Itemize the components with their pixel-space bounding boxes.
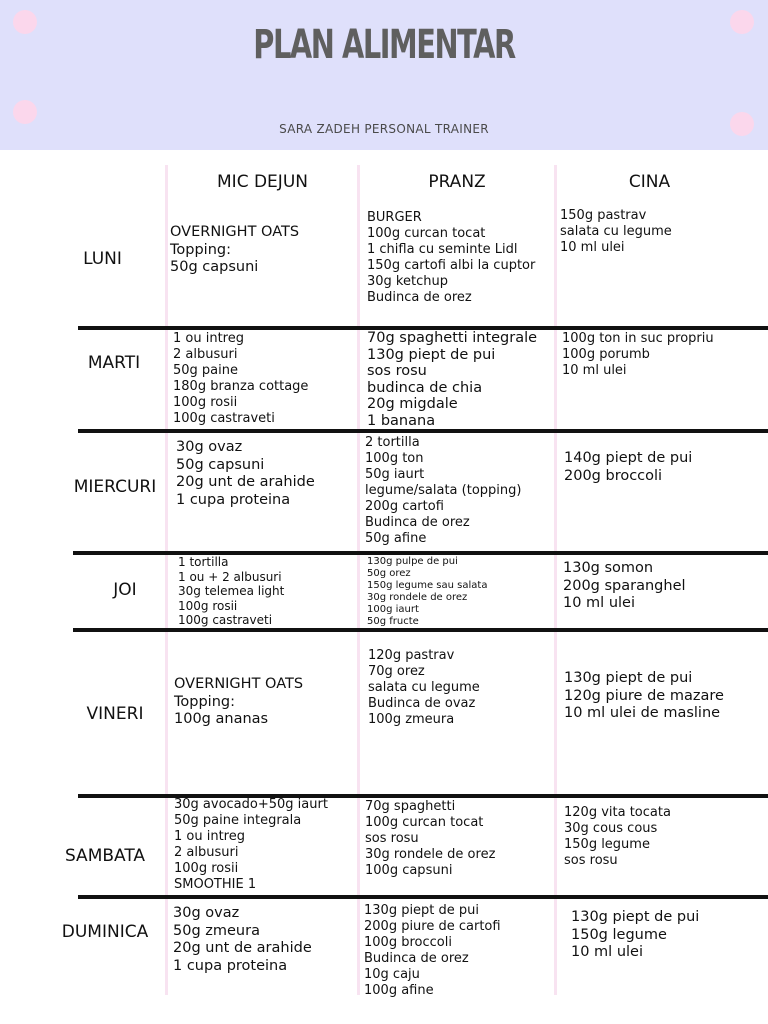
meal-cell: [365, 435, 521, 547]
meal-item: 100g rosii: [173, 395, 238, 410]
meal-cell: [174, 797, 328, 893]
meal-item: 10 ml ulei: [560, 240, 625, 255]
meal-item: 130g somon: [563, 560, 654, 576]
meal-item: 100g rosii: [174, 861, 239, 876]
meal-item: 100g zmeura: [368, 712, 455, 727]
row-divider: [78, 895, 768, 899]
meal-cell: [562, 331, 714, 379]
meal-item: sos rosu: [365, 831, 419, 846]
decorative-dot: [730, 10, 754, 34]
meal-item: 50g zmeura: [173, 922, 260, 939]
row-divider: [73, 628, 768, 632]
meal-cell: [571, 909, 699, 962]
meal-item: 30g ovaz: [173, 905, 240, 921]
meal-item: Budinca de orez: [364, 951, 469, 966]
meal-item: 50g capsuni: [170, 259, 259, 275]
meal-item: 100g porumb: [562, 347, 650, 362]
meal-item: 130g piept de pui: [367, 346, 496, 363]
day-label-joi: JOI: [113, 580, 137, 600]
meal-item: 120g vita tocata: [564, 805, 671, 820]
meal-item: 2 tortilla: [365, 435, 420, 450]
column-header-pranz: PRANZ: [428, 172, 486, 192]
day-label-luni: LUNI: [83, 249, 122, 269]
meal-item: 150g legume: [571, 926, 667, 943]
meal-item: 150g cartofi albi la cuptor: [367, 258, 536, 273]
meal-item: 30g rondele de orez: [365, 847, 496, 862]
column-divider: [554, 165, 557, 995]
meal-cell: [368, 648, 480, 728]
meal-item: 50g capsuni: [176, 456, 265, 473]
meal-item: 50g fructe: [367, 616, 419, 627]
meal-cell: [564, 450, 692, 485]
meal-item: 100g castraveti: [173, 411, 275, 426]
meal-item: Budinca de orez: [365, 515, 470, 530]
meal-item: 50g orez: [367, 568, 411, 579]
meal-cell: [367, 330, 537, 429]
decorative-dot: [13, 10, 37, 34]
meal-item: 130g piept de pui: [564, 670, 693, 686]
meal-item: 100g curcan tocat: [365, 815, 484, 830]
column-header-mic-dejun: MIC DEJUN: [217, 172, 308, 192]
meal-item: 100g curcan tocat: [367, 226, 486, 241]
meal-item: 30g ketchup: [367, 274, 448, 289]
meal-item: 100g ton in suc propriu: [562, 331, 714, 346]
decorative-dot: [13, 100, 37, 124]
meal-cell: [367, 556, 487, 628]
meal-item: 150g legume: [564, 837, 650, 852]
meal-item: 100g iaurt: [367, 604, 419, 615]
meal-item: 1 ou intreg: [174, 829, 245, 844]
meal-item: OVERNIGHT OATS: [170, 224, 300, 240]
meal-cell: [564, 670, 724, 723]
meal-item: 1 banana: [367, 412, 436, 429]
meal-item: 130g piept de pui: [571, 909, 700, 925]
meal-item: 50g iaurt: [365, 467, 425, 482]
meal-cell: [560, 208, 672, 256]
column-header-cina: CINA: [628, 172, 671, 192]
meal-item: 150g legume sau salata: [367, 580, 488, 591]
meal-item: 1 cupa proteina: [176, 491, 291, 508]
meal-item: 200g broccoli: [564, 467, 663, 484]
meal-cell: [367, 210, 535, 306]
meal-item: 20g migdale: [367, 396, 458, 412]
meal-cell: [178, 555, 284, 628]
meal-item: 70g orez: [368, 664, 425, 679]
meal-item: 2 albusuri: [173, 347, 238, 362]
meal-cell: [364, 903, 501, 999]
page-subtitle: SARA ZADEH PERSONAL TRAINER: [279, 122, 489, 136]
meal-item: Budinca de ovaz: [368, 696, 476, 711]
meal-item: 30g avocado+50g iaurt: [174, 797, 328, 812]
page-title: PLAN ALIMENTAR: [253, 22, 515, 68]
meal-item: budinca de chia: [367, 379, 483, 396]
meal-item: salata cu legume: [368, 680, 480, 695]
meal-item: 100g capsuni: [365, 863, 453, 878]
meal-item: 50g afine: [365, 531, 427, 546]
meal-item: 10 ml ulei de masline: [564, 705, 721, 721]
meal-item: 20g unt de arahide: [173, 940, 312, 956]
meal-item: 1 cupa proteina: [173, 957, 288, 974]
meal-item: 1 chifla cu seminte Lidl: [367, 242, 518, 257]
meal-item: sos rosu: [367, 363, 427, 379]
meal-item: Topping:: [174, 693, 235, 710]
meal-item: 100g ton: [365, 451, 424, 466]
meal-item: BURGER: [367, 210, 422, 225]
meal-cell: [174, 676, 303, 729]
meal-item: 100g castraveti: [178, 613, 273, 627]
day-label-vineri: VINERI: [86, 704, 144, 724]
meal-item: 10 ml ulei: [563, 595, 635, 611]
meal-item: 120g pastrav: [368, 648, 455, 663]
meal-cell: [176, 439, 315, 509]
row-divider: [78, 429, 768, 433]
meal-item: 1 ou intreg: [173, 331, 244, 346]
meal-item: 50g paine integrala: [174, 813, 302, 828]
meal-item: 130g pulpe de pui: [367, 556, 458, 567]
meal-item: 200g piure de cartofi: [364, 919, 501, 934]
meal-cell: [173, 905, 312, 975]
meal-item: sos rosu: [564, 853, 618, 868]
meal-cell: [170, 224, 299, 277]
meal-item: 70g spaghetti integrale: [367, 330, 538, 346]
meal-item: 100g ananas: [174, 711, 269, 727]
meal-item: 130g piept de pui: [364, 903, 480, 918]
meal-item: 10 ml ulei: [571, 944, 643, 960]
meal-item: 120g piure de mazare: [564, 687, 724, 704]
meal-cell: [365, 799, 495, 879]
meal-cell: [563, 560, 686, 613]
day-label-miercuri: MIERCURI: [73, 477, 157, 497]
meal-item: 2 albusuri: [174, 845, 239, 860]
meal-item: 180g branza cottage: [173, 379, 309, 394]
meal-item: 50g paine: [173, 363, 238, 378]
meal-item: 1 ou + 2 albusuri: [178, 569, 282, 584]
meal-item: 200g cartofi: [365, 499, 444, 514]
meal-item: 20g unt de arahide: [176, 474, 315, 490]
meal-cell: [173, 331, 308, 427]
meal-item: Topping:: [170, 241, 231, 258]
header-banner: [0, 0, 768, 150]
meal-item: 70g spaghetti: [365, 799, 456, 814]
meal-item: 100g afine: [364, 983, 434, 998]
meal-item: OVERNIGHT OATS: [174, 676, 304, 692]
day-label-duminica: DUMINICA: [61, 922, 149, 942]
meal-item: 1 tortilla: [178, 555, 229, 569]
meal-item: 10 ml ulei: [562, 363, 627, 378]
meal-item: 30g cous cous: [564, 821, 658, 836]
column-divider: [357, 165, 360, 995]
meal-item: 150g pastrav: [560, 208, 647, 223]
meal-item: legume/salata (topping): [365, 483, 522, 498]
meal-item: Budinca de orez: [367, 290, 472, 305]
meal-item: 30g rondele de orez: [367, 592, 468, 603]
meal-item: 30g ovaz: [176, 439, 243, 455]
meal-item: 140g piept de pui: [564, 450, 693, 466]
meal-item: 200g sparanghel: [563, 577, 686, 594]
meal-item: salata cu legume: [560, 224, 672, 239]
meal-cell: [564, 805, 671, 869]
day-label-sambata: SAMBATA: [64, 846, 146, 866]
meal-item: 100g rosii: [178, 598, 238, 613]
meal-item: SMOOTHIE 1: [174, 877, 257, 892]
meal-item: 30g telemea light: [178, 584, 285, 598]
meal-item: 10g caju: [364, 967, 420, 982]
day-label-marti: MARTI: [87, 353, 141, 373]
meal-item: 100g broccoli: [364, 935, 452, 950]
